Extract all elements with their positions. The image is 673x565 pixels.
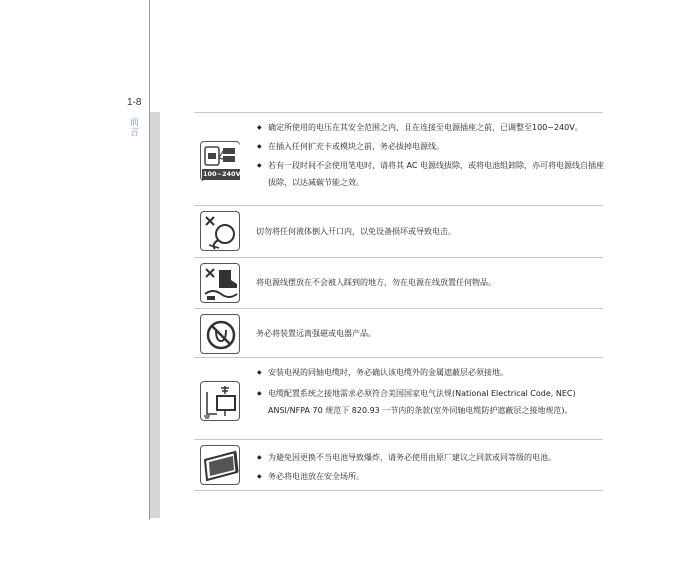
divider [194, 308, 603, 309]
list-item: ◆ 安装电视的同轴电缆时，务必确认该电缆外的金属遮蔽层必须接地。 [256, 364, 608, 381]
side-section-label [130, 118, 142, 138]
tv-cable-bullets [256, 364, 608, 421]
divider [194, 112, 603, 113]
magnet-warning-text: 务必将装置远离强磁或电器产品。 [256, 329, 376, 338]
battery-icon [200, 445, 240, 485]
list-item: ◆ 务必将电池放在安全场所。 [256, 468, 608, 485]
voltage-bullets [256, 119, 608, 193]
liquid-warning-text: 切勿将任何液体倒入开口内，以免设备损坏或导致电击。 [256, 227, 456, 236]
side-label-char-2: 言 [130, 128, 140, 138]
divider [194, 439, 603, 440]
side-band [150, 112, 160, 518]
divider [194, 205, 603, 206]
no-step-on-cable-icon [200, 263, 240, 303]
battery-bullets [256, 449, 608, 487]
list-item: ◆ 在插入任何扩充卡或模块之前，务必拔掉电源线。 [256, 138, 608, 155]
list-item: ◆ 确定所使用的电压在其安全范围之内，且在连接至电源插座之前，已调整至100~240V。 [256, 119, 608, 136]
page-number: 1-8 [127, 97, 142, 108]
cable-warning-text: 将电源线摆放在不会被人踩到的地方，勿在电源在线放置任何物品。 [256, 278, 496, 287]
list-item: ◆ 电缆配置系统之接地需求必须符合美国国家电气法规(National Electrical Code, NEC) ANSI/NFPA 70 规范下 820.93 一节内的条款(室外同轴电缆防护遮蔽层之接地规范)。 [256, 385, 608, 419]
divider [194, 490, 603, 491]
divider [194, 357, 603, 358]
voltage-plug-icon [200, 141, 240, 181]
list-item: ◆ 为避免因更换不当电池导致爆炸，请务必使用由原厂建议之同款或同等级的电池。 [256, 449, 608, 466]
list-item: ◆ 若有一段时间不会使用笔电时，请将其 AC 电源线拔除，或将电池组卸除，亦可将电源线自插座拔除，以达减碳节能之效。 [256, 157, 608, 191]
tv-antenna-ground-icon [200, 381, 240, 421]
voltage-label: 100~240V [203, 170, 241, 178]
no-liquid-icon [200, 211, 240, 251]
side-label-char-1: 前 [130, 118, 140, 128]
divider [194, 257, 603, 258]
no-magnet-icon [200, 314, 240, 354]
